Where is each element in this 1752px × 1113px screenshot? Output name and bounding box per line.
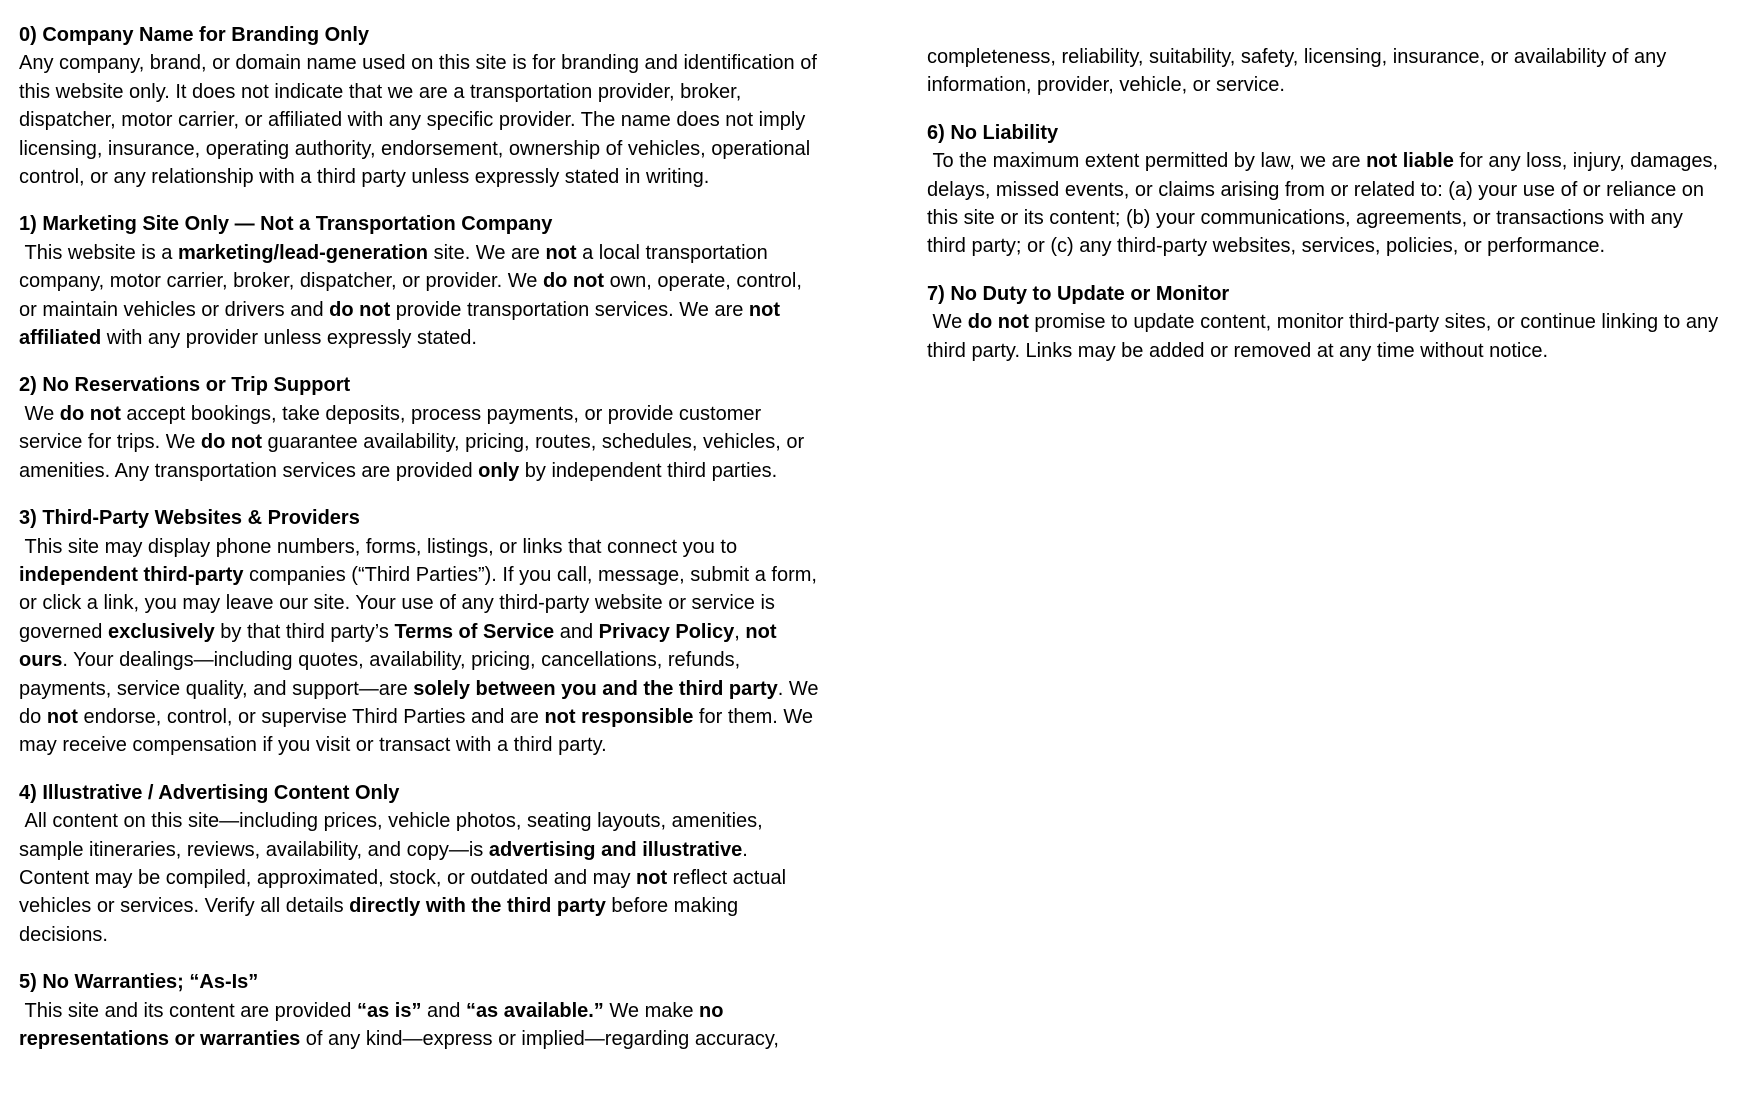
text-run: We	[19, 402, 60, 425]
text-run: Any company, brand, or domain name used on this site is for branding and identification of this website only. It does not indicate that we are a transportation provider, broker, dispatcher, motor carrier, or affiliated with any specific provider. The name does not imply licensing, insurance, operating authority, endorsement, ownership of vehicles, operational control, or any relationship with a third party unless expressly stated in writing.	[19, 52, 817, 189]
bold-text-run: advertising and illustrative	[488, 838, 743, 861]
text-run: This site may display phone numbers, forms, listings, or links that connect you to	[19, 535, 738, 558]
right-column	[927, 43, 1727, 384]
text-run: and	[421, 999, 466, 1022]
bold-text-run: not liable	[1366, 150, 1454, 173]
text-run: and	[554, 620, 599, 643]
text-run: by independent third parties.	[519, 459, 778, 482]
section-heading: 4) Illustrative / Advertising Content Only	[19, 781, 400, 804]
text-run: site. We are	[428, 241, 546, 264]
section-heading: 6) No Liability	[927, 121, 1059, 144]
text-run: own, operate, control, or maintain vehicles or drivers and	[19, 270, 802, 321]
bold-text-run: not	[636, 866, 668, 889]
bold-text-run: not responsible	[544, 705, 694, 728]
legal-section	[927, 280, 1727, 365]
bold-text-run: do not	[329, 298, 391, 321]
bold-text-run: independent third-party	[19, 563, 244, 586]
text-run: All content on this site—including prices, vehicle photos, seating layouts, amenities, sample itineraries, reviews, availability, and copy—is	[19, 810, 763, 861]
section-heading: 2) No Reservations or Trip Support	[19, 374, 351, 397]
text-run: a local transportation company, motor carrier, broker, dispatcher, or provider. We	[19, 241, 768, 293]
text-run: with any provider unless expressly stated.	[101, 327, 477, 350]
text-run: provide transportation services. We are	[390, 298, 749, 321]
left-column	[19, 21, 819, 1072]
text-run: companies (“Third Parties”). If you call, message, submit a form, or click a link, you may leave our site. Your use of any third-party website or service is governed	[19, 563, 817, 643]
bold-text-run: do not	[200, 431, 262, 454]
text-run: of any kind—express or implied—regarding accuracy,	[300, 1028, 779, 1050]
text-run: endorse, control, or supervise Third Parties and are	[77, 705, 545, 728]
bold-text-run: “as is”	[356, 999, 422, 1022]
text-run: by that third party’s	[214, 620, 395, 643]
text-run: before making decisions.	[19, 895, 739, 946]
bold-text-run: exclusively	[107, 620, 215, 643]
text-run: for any loss, injury, damages, delays, missed events, or claims arising from or related to: (a) your use of or reliance on this site or its content; (b) your communications, agreements, or transactions with any third party; or (c) any third-party websites, services, policies, or performance.	[927, 150, 1719, 258]
text-run: completeness, reliability, suitability, safety, licensing, insurance, or availability of any information, provider, vehicle, or service.	[927, 46, 1667, 97]
section-heading: 0) Company Name for Branding Only	[19, 24, 370, 46]
text-run: guarantee availability, pricing, routes, schedules, vehicles, or amenities. Any transportation services are provided	[19, 431, 805, 482]
bold-text-run: solely between you and the third party	[413, 677, 778, 700]
text-run: accept bookings, take deposits, process payments, or provide customer service for trips. We	[19, 402, 762, 454]
text-run: promise to update content, monitor third-party sites, or continue linking to any third party. Links may be added or removed at any time without notice.	[927, 311, 1719, 362]
text-run: . Content may be compiled, approximated, stock, or outdated and may	[19, 838, 748, 889]
text-run: . We do	[19, 677, 819, 728]
legal-section	[19, 779, 819, 949]
legal-section	[19, 504, 819, 760]
text-run: We make	[603, 999, 700, 1022]
section-heading: 3) Third-Party Websites & Providers	[19, 507, 360, 530]
bold-text-run: not ours	[19, 620, 777, 672]
bold-text-run: not	[545, 241, 577, 264]
legal-section	[19, 968, 819, 1053]
text-run: This website is a	[19, 241, 178, 264]
section-heading: 7) No Duty to Update or Monitor	[927, 282, 1230, 305]
bold-text-run: directly with the third party	[349, 895, 606, 918]
text-run: We	[927, 311, 968, 334]
bold-text-run: no representations or warranties	[19, 999, 724, 1050]
bold-text-run: marketing/lead-generation	[177, 241, 429, 264]
bold-text-run: do not	[542, 270, 605, 293]
bold-text-run: “as available.”	[465, 999, 604, 1022]
bold-text-run: do not	[967, 311, 1029, 334]
legal-section	[19, 210, 819, 352]
bold-text-run: not	[46, 705, 78, 728]
legal-section	[927, 119, 1727, 261]
bold-text-run: Privacy Policy	[598, 620, 735, 643]
bold-text-run: do not	[59, 402, 121, 425]
text-run: To the maximum extent permitted by law, we are	[927, 150, 1367, 173]
section-heading: 5) No Warranties; “As-Is”	[19, 971, 259, 994]
text-run: . Your dealings—including quotes, availability, pricing, cancellations, refunds, payments, service quality, and support—are	[19, 649, 741, 700]
text-run: ,	[734, 620, 746, 643]
text-run: for them. We may receive compensation if you visit or transact with a third party.	[19, 705, 814, 757]
bold-text-run: not affiliated	[19, 298, 781, 350]
bold-text-run: Terms of Service	[394, 620, 555, 643]
legal-section	[19, 21, 819, 191]
text-run: reflect actual vehicles or services. Verify all details	[19, 866, 787, 918]
section-heading: 1) Marketing Site Only — Not a Transportation Company	[19, 213, 553, 236]
legal-section	[19, 371, 819, 485]
text-run: This site and its content are provided	[19, 999, 357, 1022]
bold-text-run: only	[478, 459, 520, 482]
legal-section-continuation	[927, 43, 1727, 100]
